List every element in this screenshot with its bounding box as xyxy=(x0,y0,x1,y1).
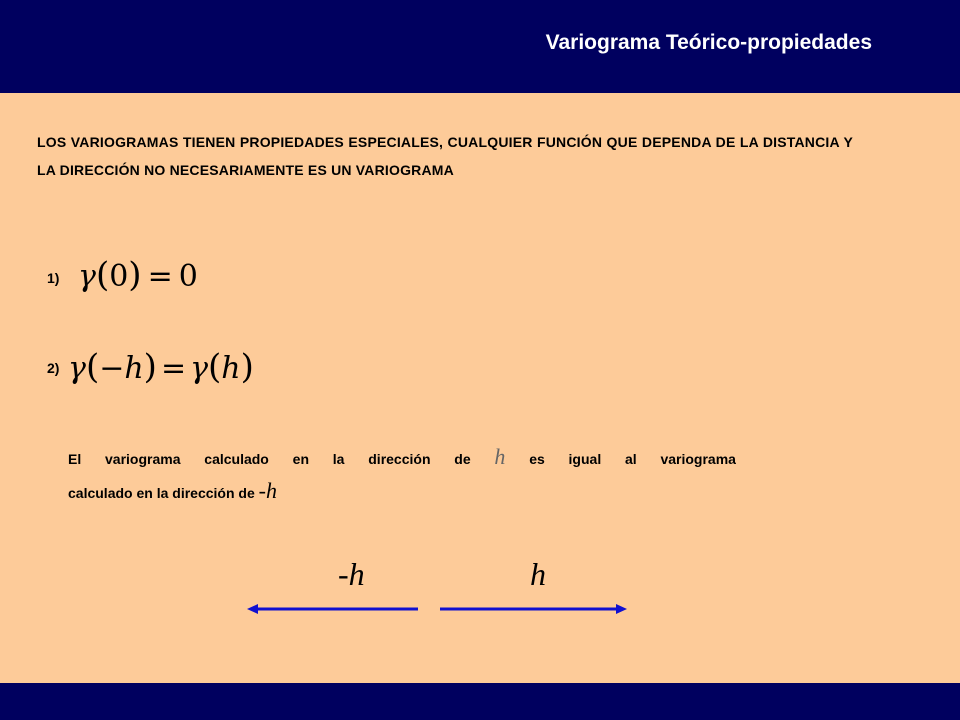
intro-paragraph: LOS VARIOGRAMAS TIENEN PROPIEDADES ESPECIALES, CUALQUIER FUNCIÓN QUE DEPENDA DE LA DISTANCIA Y LA DIRECCIÓN NO NECESARIAMENTE ES UN VARIOGRAMA xyxy=(37,134,853,178)
slide-title: Variograma Teórico-propiedades xyxy=(545,31,872,54)
explanation-word: la xyxy=(332,451,345,467)
h-symbol: h xyxy=(494,444,506,469)
explanation-word: calculado xyxy=(204,451,269,467)
property-1-label: 1) xyxy=(47,270,60,286)
property-1-formula: γ(0) = 0 xyxy=(78,255,198,295)
explanation-word: de xyxy=(454,451,471,467)
property-2-label: 2) xyxy=(47,360,60,376)
explanation-word: variograma xyxy=(660,451,736,467)
footer-bar xyxy=(0,683,960,720)
minus-h-symbol: -h xyxy=(258,478,277,503)
explanation-word: al xyxy=(625,451,637,467)
explanation-word: dirección xyxy=(368,451,431,467)
vector-label-h: h xyxy=(530,556,546,592)
property-2-formula: γ(−h) = γ(h) xyxy=(68,347,254,387)
vector-h-arrowhead xyxy=(616,604,627,614)
explanation-line-2-text: calculado en la dirección de xyxy=(68,485,255,501)
explanation-word: en xyxy=(292,451,309,467)
explanation-word: igual xyxy=(568,451,602,467)
explanation-word: El xyxy=(68,451,82,467)
vector-label-minus-h: -h xyxy=(338,556,365,592)
explanation-word: variograma xyxy=(105,451,181,467)
explanation-word: es xyxy=(529,451,545,467)
vector-minus-h-arrowhead xyxy=(247,604,258,614)
